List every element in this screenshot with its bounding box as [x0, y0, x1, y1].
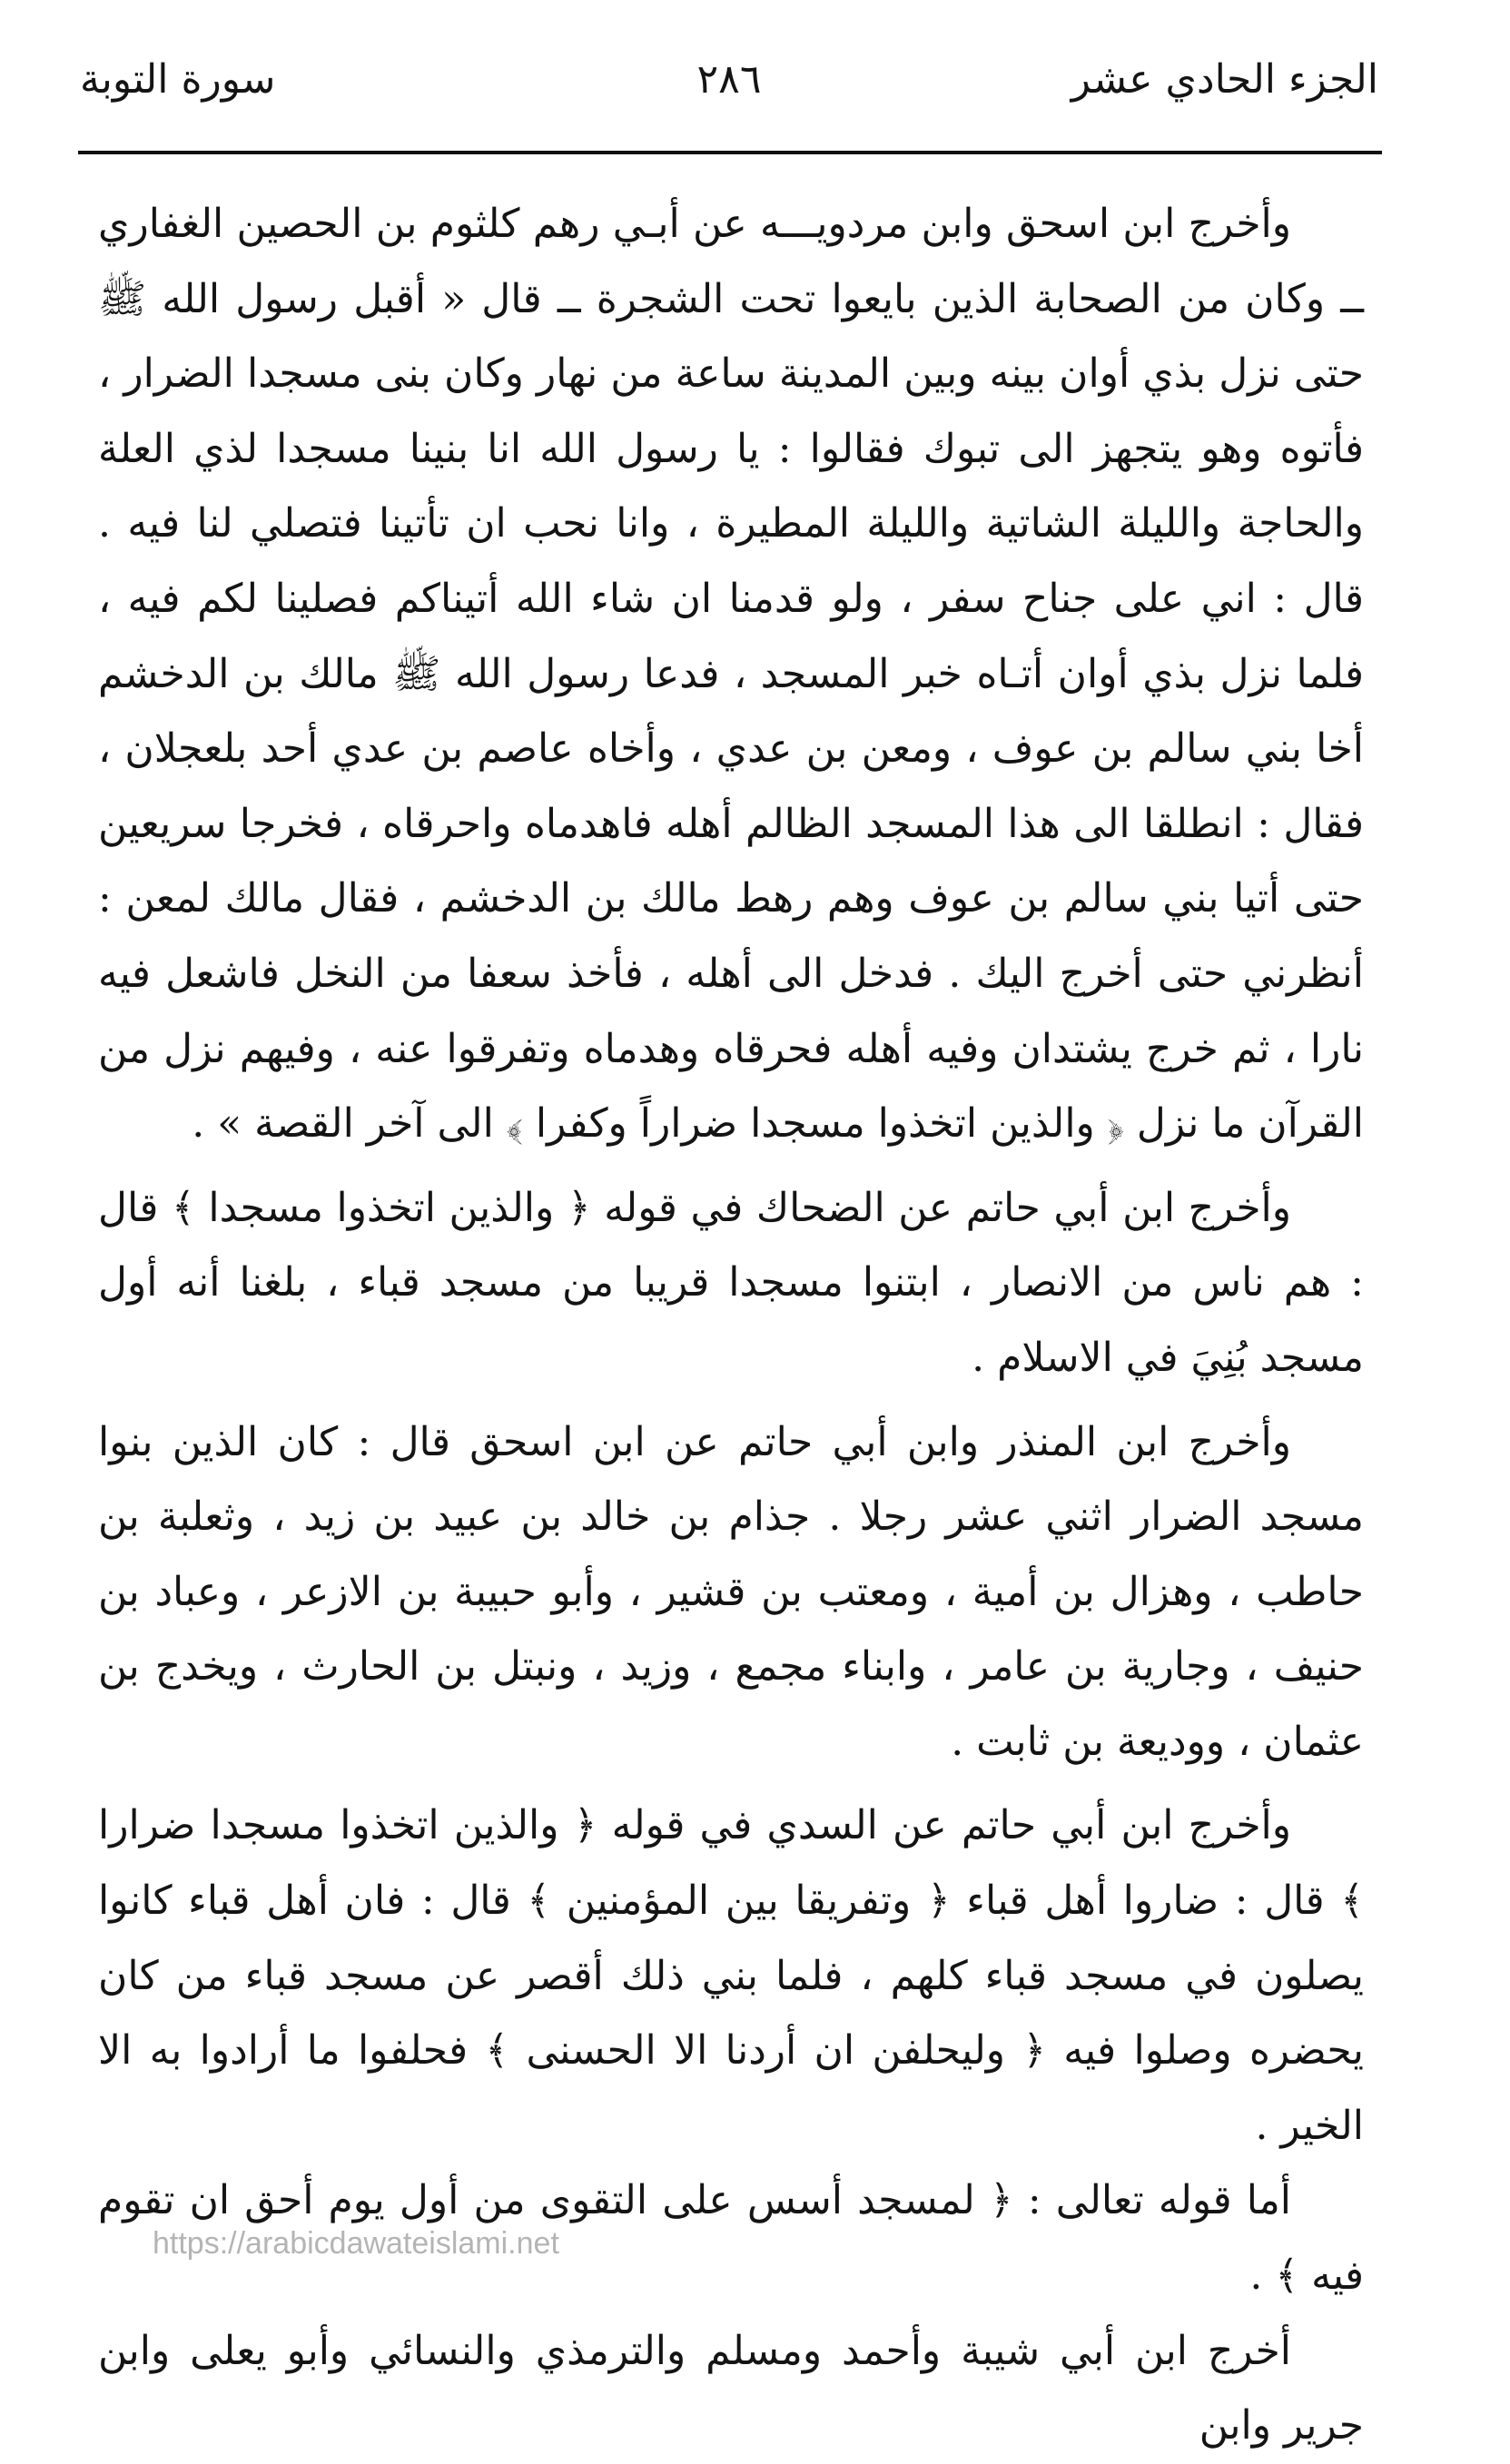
body-text — [98, 187, 1364, 2464]
running-header — [80, 56, 1378, 138]
page-number: ٢٨٦ — [696, 56, 762, 103]
part-title: الجزء الحادي عشر — [1071, 56, 1378, 103]
header-rule — [78, 151, 1382, 154]
paragraph-4: وأخرج ابن أبي حاتم عن السدي في قوله ﴿ والذين اتخذوا مسجدا ضرارا ﴾ قال : ضاروا أهل قباء ﴿ وتفريقا بين المؤمنين ﴾ قال : فان أهل قباء كانوا يصلون في مسجد قباء كلهم ، فلما بني ذلك أقصر عن مسجد قباء من كان يحضره وصلوا فيه ﴿ وليحلفن ان أردنا الا الحسنى ﴾ فحلفوا ما أرادوا به الا الخير . — [98, 1802, 1364, 2149]
paragraph-6: أخرج ابن أبي شيبة وأحمد ومسلم والترمذي والنسائي وأبو يعلى وابن جرير وابن — [98, 2327, 1364, 2449]
surah-title: سورة التوبة — [80, 56, 276, 103]
paragraph-5: أما قوله تعالى : ﴿ لمسجد أسس على التقوى من أول يوم أحق ان تقوم فيه ﴾ . — [98, 2177, 1364, 2300]
watermark-url: https://arabicdawateislami.net — [153, 2226, 559, 2261]
paragraph-1: وأخرج ابن اسحق وابن مردويـــه عن أبـي رهم كلثوم بن الحصين الغفاري ــ وكان من الصحابة الذين بايعوا تحت الشجرة ــ قال « أقبل رسول الله ﷺ حتى نزل بذي أوان بينه وبين المدينة ساعة من نهار وكان بنى مسجدا الضرار ، فأتوه وهو يتجهز الى تبوك فقالوا : يا رسول الله انا بنينا مسجدا لذي العلة والحاجة والليلة الشاتية والليلة المطيرة ، وانا نحب ان تأتينا فتصلي لنا فيه . قال : اني على جناح سفر ، ولو قدمنا ان شاء الله أتيناكم فصلينا لكم فيه ، فلما نزل بذي أوان أتـاه خبر المسجد ، فدعا رسول الله ﷺ مالك بن الدخشم أخا بني سالم بن عوف ، ومعن بن عدي ، وأخاه عاصم بن عدي أحد بلعجلان ، فقال : انطلقا الى هذا المسجد الظالم أهله فاهدماه واحرقاه ، فخرجا سريعين حتى أتيا بني سالم بن عوف وهم رهط مالك بن الدخشم ، فقال مالك لمعن : أنظرني حتى أخرج اليك . فدخل الى أهله ، فأخذ سعفا من النخل فاشعل فيه نارا ، ثم خرج يشتدان وفيه أهله فحرقاه وهدماه وتفرقوا عنه ، وفيهم نزل من القرآن ما نزل ﴿ والذين اتخذوا مسجدا ضراراً وكفرا ﴾ الى آخر القصة » . — [98, 201, 1365, 1148]
paragraph-3: وأخرج ابن المنذر وابن أبي حاتم عن ابن اسحق قال : كان الذين بنوا مسجد الضرار اثني عشر رجلا . جذام بن خالد بن عبيد بن زيد ، وثعلبة بن حاطب ، وهزال بن أمية ، ومعتب بن قشير ، وأبو حبيبة بن الازعر ، وعباد بن حنيف ، وجارية بن عامر ، وابناء مجمع ، وزيد ، ونبتل بن الحارث ، ويخدج بن عثمان ، ووديعة بن ثابت . — [98, 1418, 1364, 1765]
paragraph-2: وأخرج ابن أبي حاتم عن الضحاك في قوله ﴿ والذين اتخذوا مسجدا ﴾ قال : هم ناس من الانصار ، ابتنوا مسجدا قريبا من مسجد قباء ، بلغنا أنه أول مسجد بُنِيَ في الاسلام . — [98, 1184, 1364, 1381]
